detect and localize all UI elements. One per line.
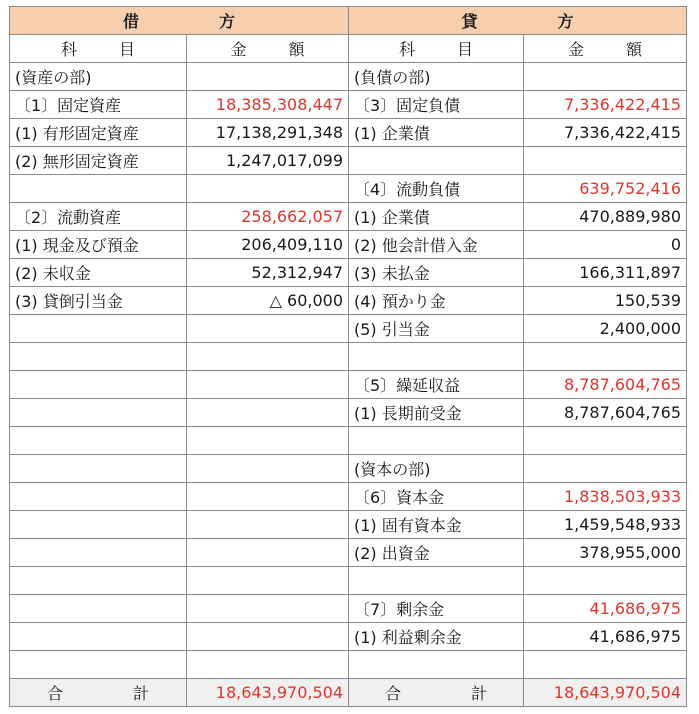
credit-amount-cell: 8,787,604,765 (524, 399, 687, 427)
table-row (10, 231, 687, 259)
credit-subject-cell: (4) 預かり金 (349, 287, 524, 315)
credit-subject-cell: (2) 他会計借入金 (349, 231, 524, 259)
debit-subject-cell (10, 343, 187, 371)
subject-char-2: 目 (457, 40, 474, 59)
table-body (10, 63, 687, 679)
debit-amount-cell: 17,138,291,348 (187, 119, 349, 147)
debit-header-char-2: 方 (219, 12, 236, 31)
credit-header-char-2: 方 (557, 12, 574, 31)
credit-amount-cell (524, 147, 687, 175)
credit-subject-cell (349, 343, 524, 371)
credit-subject-cell: 〔4〕流動負債 (349, 175, 524, 203)
credit-amount-cell (524, 455, 687, 483)
credit-subject-cell: (3) 未払金 (349, 259, 524, 287)
credit-subject-cell: 〔3〕固定負債 (349, 91, 524, 119)
credit-subject-header (349, 35, 524, 63)
debit-amount-cell (187, 399, 349, 427)
credit-amount-cell: 2,400,000 (524, 315, 687, 343)
table-row (10, 455, 687, 483)
credit-amount-cell: 0 (524, 231, 687, 259)
debit-amount-cell (187, 595, 349, 623)
credit-total-label (349, 679, 524, 707)
debit-amount-cell (187, 63, 349, 91)
credit-amount-cell: 7,336,422,415 (524, 119, 687, 147)
table-row (10, 315, 687, 343)
credit-amount-cell: 41,686,975 (524, 595, 687, 623)
debit-amount-cell (187, 371, 349, 399)
table-row (10, 63, 687, 91)
credit-amount-cell (524, 427, 687, 455)
debit-amount-cell: 1,247,017,099 (187, 147, 349, 175)
debit-amount-cell: △ 60,000 (187, 287, 349, 315)
credit-amount-cell: 41,686,975 (524, 623, 687, 651)
table-row (10, 91, 687, 119)
debit-total-amount: 18,643,970,504 (187, 679, 349, 707)
debit-amount-cell (187, 427, 349, 455)
credit-subject-cell (349, 147, 524, 175)
debit-subject-cell (10, 175, 187, 203)
credit-amount-cell: 150,539 (524, 287, 687, 315)
table-row (10, 287, 687, 315)
credit-amount-cell: 639,752,416 (524, 175, 687, 203)
credit-subject-cell: (資本の部) (349, 455, 524, 483)
debit-subject-cell (10, 567, 187, 595)
table-row (10, 399, 687, 427)
balance-sheet-table (9, 6, 687, 707)
table-row (10, 259, 687, 287)
credit-subject-cell: (負債の部) (349, 63, 524, 91)
credit-subject-cell (349, 567, 524, 595)
credit-subject-cell (349, 651, 524, 679)
debit-amount-cell (187, 511, 349, 539)
credit-amount-cell: 7,336,422,415 (524, 91, 687, 119)
table-row (10, 175, 687, 203)
credit-amount-cell (524, 343, 687, 371)
debit-subject-cell (10, 483, 187, 511)
total-row (10, 679, 687, 707)
debit-amount-cell (187, 315, 349, 343)
table-row (10, 483, 687, 511)
debit-subject-cell (10, 455, 187, 483)
table-row (10, 595, 687, 623)
amount-char-2: 額 (626, 40, 643, 59)
table-row (10, 567, 687, 595)
credit-amount-cell: 470,889,980 (524, 203, 687, 231)
table-row (10, 147, 687, 175)
debit-subject-cell (10, 595, 187, 623)
debit-amount-cell (187, 623, 349, 651)
debit-amount-cell: 18,385,308,447 (187, 91, 349, 119)
debit-amount-header (187, 35, 349, 63)
side-header-row (10, 7, 687, 35)
debit-amount-cell (187, 567, 349, 595)
credit-header-char-1: 貸 (461, 12, 478, 31)
debit-amount-cell: 52,312,947 (187, 259, 349, 287)
debit-subject-cell: (1) 現金及び預金 (10, 231, 187, 259)
credit-amount-header (524, 35, 687, 63)
credit-amount-cell (524, 63, 687, 91)
debit-subject-cell: (1) 有形固定資産 (10, 119, 187, 147)
total-label-char-1: 合 (384, 684, 401, 703)
table-row (10, 539, 687, 567)
debit-subject-cell (10, 651, 187, 679)
subject-char-1: 科 (398, 40, 415, 59)
debit-amount-cell (187, 539, 349, 567)
debit-subject-cell (10, 427, 187, 455)
credit-subject-cell: (1) 利益剰余金 (349, 623, 524, 651)
debit-amount-cell (187, 455, 349, 483)
debit-amount-cell: 206,409,110 (187, 231, 349, 259)
table-row (10, 371, 687, 399)
table-row (10, 651, 687, 679)
debit-subject-cell: (2) 無形固定資産 (10, 147, 187, 175)
credit-amount-cell: 1,459,548,933 (524, 511, 687, 539)
debit-subject-header (10, 35, 187, 63)
credit-amount-cell (524, 651, 687, 679)
debit-subject-cell (10, 399, 187, 427)
debit-subject-cell (10, 371, 187, 399)
total-label-char-1: 合 (46, 684, 63, 703)
credit-subject-cell: (5) 引当金 (349, 315, 524, 343)
credit-subject-cell: (2) 出資金 (349, 539, 524, 567)
table-row (10, 427, 687, 455)
debit-amount-cell: 258,662,057 (187, 203, 349, 231)
debit-amount-cell (187, 175, 349, 203)
credit-total-amount: 18,643,970,504 (524, 679, 687, 707)
debit-subject-cell (10, 511, 187, 539)
table-row (10, 343, 687, 371)
debit-subject-cell (10, 539, 187, 567)
credit-subject-cell (349, 427, 524, 455)
subject-char-2: 目 (119, 40, 136, 59)
total-label-char-2: 計 (133, 684, 150, 703)
credit-amount-cell (524, 567, 687, 595)
debit-subject-cell (10, 623, 187, 651)
debit-subject-cell: (2) 未収金 (10, 259, 187, 287)
credit-subject-cell: 〔7〕剰余金 (349, 595, 524, 623)
credit-subject-cell: 〔6〕資本金 (349, 483, 524, 511)
credit-subject-cell: (1) 企業債 (349, 119, 524, 147)
debit-total-label (10, 679, 187, 707)
amount-char-2: 額 (288, 40, 305, 59)
table-row (10, 511, 687, 539)
table-row (10, 203, 687, 231)
debit-header-char-1: 借 (122, 12, 139, 31)
column-header-row (10, 35, 687, 63)
debit-amount-cell (187, 651, 349, 679)
credit-side-header (349, 7, 687, 35)
debit-subject-cell: 〔1〕固定資産 (10, 91, 187, 119)
amount-char-1: 金 (567, 40, 584, 59)
table-row (10, 623, 687, 651)
debit-subject-cell: 〔2〕流動資産 (10, 203, 187, 231)
debit-amount-cell (187, 483, 349, 511)
credit-subject-cell: 〔5〕繰延収益 (349, 371, 524, 399)
debit-amount-cell (187, 343, 349, 371)
debit-subject-cell (10, 315, 187, 343)
debit-subject-cell: (3) 貸倒引当金 (10, 287, 187, 315)
debit-side-header (10, 7, 349, 35)
credit-subject-cell: (1) 長期前受金 (349, 399, 524, 427)
credit-amount-cell: 378,955,000 (524, 539, 687, 567)
credit-amount-cell: 8,787,604,765 (524, 371, 687, 399)
credit-amount-cell: 1,838,503,933 (524, 483, 687, 511)
debit-subject-cell: (資産の部) (10, 63, 187, 91)
amount-char-1: 金 (230, 40, 247, 59)
credit-subject-cell: (1) 固有資本金 (349, 511, 524, 539)
table-row (10, 119, 687, 147)
credit-amount-cell: 166,311,897 (524, 259, 687, 287)
credit-subject-cell: (1) 企業債 (349, 203, 524, 231)
total-label-char-2: 計 (471, 684, 488, 703)
subject-char-1: 科 (60, 40, 77, 59)
